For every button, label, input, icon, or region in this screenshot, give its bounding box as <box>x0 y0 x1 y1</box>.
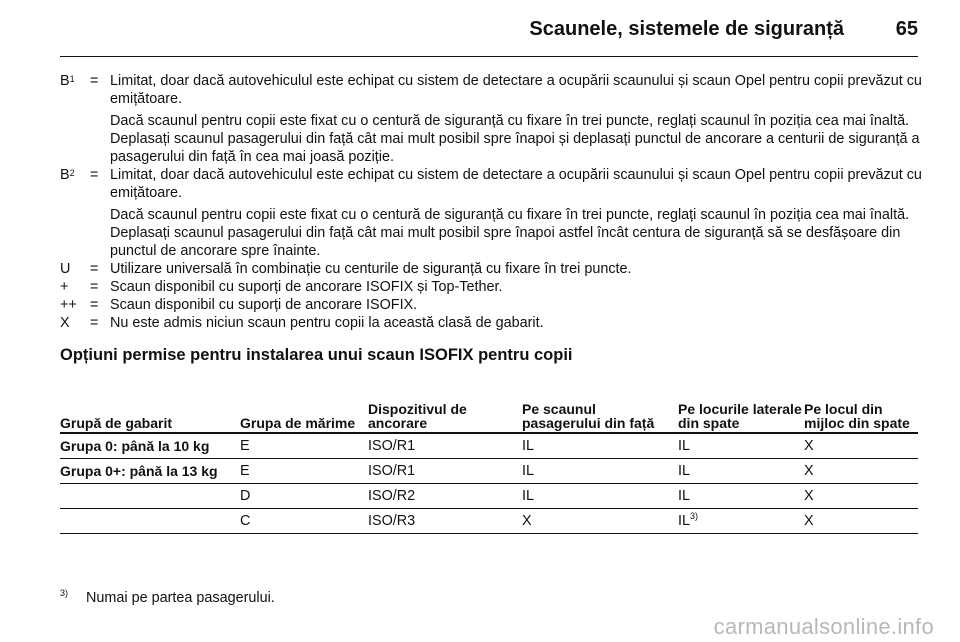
cell-rear-center-text: X <box>804 438 814 454</box>
column-header-front-passenger: Pe scaunul pasagerului din față <box>522 378 678 433</box>
cell-rear-outboard <box>678 484 804 509</box>
legend-item <box>60 314 922 332</box>
legend-key <box>60 296 90 314</box>
cell-size-group-text: D <box>240 488 251 504</box>
legend-paragraph: Dacă scaunul pentru copii este fixat cu o centură de siguranță cu fixare în trei puncte, reglați scaunul în poziția cea mai înaltă. Deplasați scaunul pasagerului din față cât mai mult posibil spre înapoi astfel încât centura de siguranță să se desfășoare din punctul de ancorare spre înainte. <box>110 207 910 259</box>
legend-item <box>60 278 922 296</box>
cell-size-group-text: C <box>240 513 251 529</box>
cell-size-class <box>60 433 240 459</box>
cell-rear-outboard-text: IL <box>678 463 691 479</box>
header-divider <box>60 56 918 57</box>
legend-key-text: B <box>60 167 70 183</box>
legend-key-text: ++ <box>60 297 77 313</box>
legend-paragraph: Scaun disponibil cu suporți de ancorare ISOFIX. <box>110 297 418 313</box>
cell-rear-outboard-text: IL <box>678 513 691 529</box>
cell-rear-outboard-text: IL <box>678 488 691 504</box>
cell-rear-outboard-text: IL <box>678 438 691 454</box>
legend-equals: = <box>90 315 99 331</box>
cell-rear-center-text: X <box>804 463 814 479</box>
cell-front-passenger-text: IL <box>522 438 535 454</box>
cell-rear-center <box>804 509 918 534</box>
cell-fixture <box>368 459 522 484</box>
cell-fixture-text: ISO/R3 <box>368 513 416 529</box>
cell-fixture <box>368 433 522 459</box>
legend-key <box>60 314 90 332</box>
cell-front-passenger <box>522 509 678 534</box>
cell-fixture <box>368 484 522 509</box>
legend-key <box>60 166 90 260</box>
cell-rear-center <box>804 484 918 509</box>
cell-fixture-text: ISO/R1 <box>368 463 416 479</box>
legend-description <box>110 278 922 296</box>
cell-front-passenger <box>522 484 678 509</box>
column-header-fixture: Dispozitivul de ancorare <box>368 378 522 433</box>
cell-rear-center-text: X <box>804 513 814 529</box>
column-header-size-group: Grupa de mărime <box>240 378 368 433</box>
legend-equals: = <box>90 73 99 89</box>
page-title: Scaunele, sistemele de siguranță <box>529 18 844 40</box>
legend-description <box>110 166 922 260</box>
cell-fixture-text: ISO/R2 <box>368 488 416 504</box>
cell-size-group <box>240 433 368 459</box>
legend-key <box>60 72 90 166</box>
table-header-row <box>60 378 918 433</box>
legend-equals: = <box>90 297 99 313</box>
cell-size-class <box>60 484 240 509</box>
watermark: carmanualsonline.info <box>713 614 934 639</box>
legend-key-text: + <box>60 279 69 295</box>
cell-size-group <box>240 484 368 509</box>
legend-key-superscript: 1 <box>69 74 75 84</box>
legend-paragraph: Limitat, doar dacă autovehiculul este echipat cu sistem de detectare a ocupării scaunului și scaun Opel pentru copii prevăzut cu emițătoare. <box>110 73 922 107</box>
legend-item <box>60 72 922 166</box>
table-row <box>60 433 918 459</box>
legend-paragraph: Scaun disponibil cu suporți de ancorare ISOFIX și Top-Tether. <box>110 279 503 295</box>
footnote-text: Numai pe partea pasagerului. <box>86 590 275 606</box>
legend-key-superscript: 2 <box>69 168 75 178</box>
legend-description <box>110 260 922 278</box>
column-header-rear-outboard: Pe locurile laterale din spate <box>678 378 804 433</box>
legend-key-text: X <box>60 315 70 331</box>
legend-paragraph: Nu este admis niciun scaun pentru copii la această clasă de gabarit. <box>110 315 544 331</box>
cell-rear-center <box>804 433 918 459</box>
legend-description <box>110 314 922 332</box>
table-row <box>60 509 918 534</box>
legend-item <box>60 260 922 278</box>
cell-rear-outboard <box>678 509 804 534</box>
cell-rear-center-text: X <box>804 488 814 504</box>
cell-size-group <box>240 459 368 484</box>
legend-paragraph: Utilizare universală în combinație cu centurile de siguranță cu fixare în trei puncte. <box>110 261 632 277</box>
cell-front-passenger-text: X <box>522 513 532 529</box>
section-title: Opțiuni permise pentru instalarea unui scaun ISOFIX pentru copii <box>60 346 573 364</box>
column-header-size-class: Grupă de gabarit <box>60 378 240 433</box>
legend-key <box>60 260 90 278</box>
legend-description <box>110 72 922 166</box>
cell-fixture <box>368 509 522 534</box>
page-number: 65 <box>895 18 918 40</box>
cell-size-class <box>60 509 240 534</box>
cell-front-passenger <box>522 459 678 484</box>
isofix-table <box>60 378 918 534</box>
cell-front-passenger <box>522 433 678 459</box>
cell-rear-outboard <box>678 459 804 484</box>
page-header <box>0 0 960 52</box>
footnote-reference: 3) <box>690 511 699 521</box>
legend-paragraph: Limitat, doar dacă autovehiculul este echipat cu sistem de detectare a ocupării scaunului și scaun Opel pentru copii prevăzut cu emițătoare. <box>110 167 922 201</box>
cell-rear-outboard <box>678 433 804 459</box>
legend-list <box>60 72 922 332</box>
legend-description <box>110 296 922 314</box>
cell-size-group-text: E <box>240 438 250 454</box>
legend-key-text: B <box>60 73 70 89</box>
cell-size-group <box>240 509 368 534</box>
legend-equals: = <box>90 167 99 183</box>
cell-size-class-text: Grupa 0: până la 10 kg <box>60 438 210 454</box>
footnote <box>60 590 275 606</box>
cell-size-class <box>60 459 240 484</box>
legend-key-text: U <box>60 261 71 277</box>
cell-size-group-text: E <box>240 463 250 479</box>
legend-key <box>60 278 90 296</box>
cell-size-class-text: Grupa 0+: până la 13 kg <box>60 463 218 479</box>
legend-item <box>60 166 922 260</box>
footnote-mark: 3) <box>60 588 69 598</box>
cell-front-passenger-text: IL <box>522 463 535 479</box>
table-row <box>60 459 918 484</box>
legend-item <box>60 296 922 314</box>
table-row <box>60 484 918 509</box>
cell-front-passenger-text: IL <box>522 488 535 504</box>
cell-rear-center <box>804 459 918 484</box>
cell-fixture-text: ISO/R1 <box>368 438 416 454</box>
legend-equals: = <box>90 261 99 277</box>
legend-paragraph: Dacă scaunul pentru copii este fixat cu o centură de siguranță cu fixare în trei puncte, reglați scaunul în poziția cea mai înaltă. Deplasați scaunul pasagerului din față cât mai mult posibil spre înapoi și deplasați punctul de ancorare a centurii de siguranță a pasagerului din față în cea mai joasă poziție. <box>110 113 920 165</box>
legend-equals: = <box>90 279 99 295</box>
column-header-rear-center: Pe locul din mijloc din spate <box>804 378 918 433</box>
